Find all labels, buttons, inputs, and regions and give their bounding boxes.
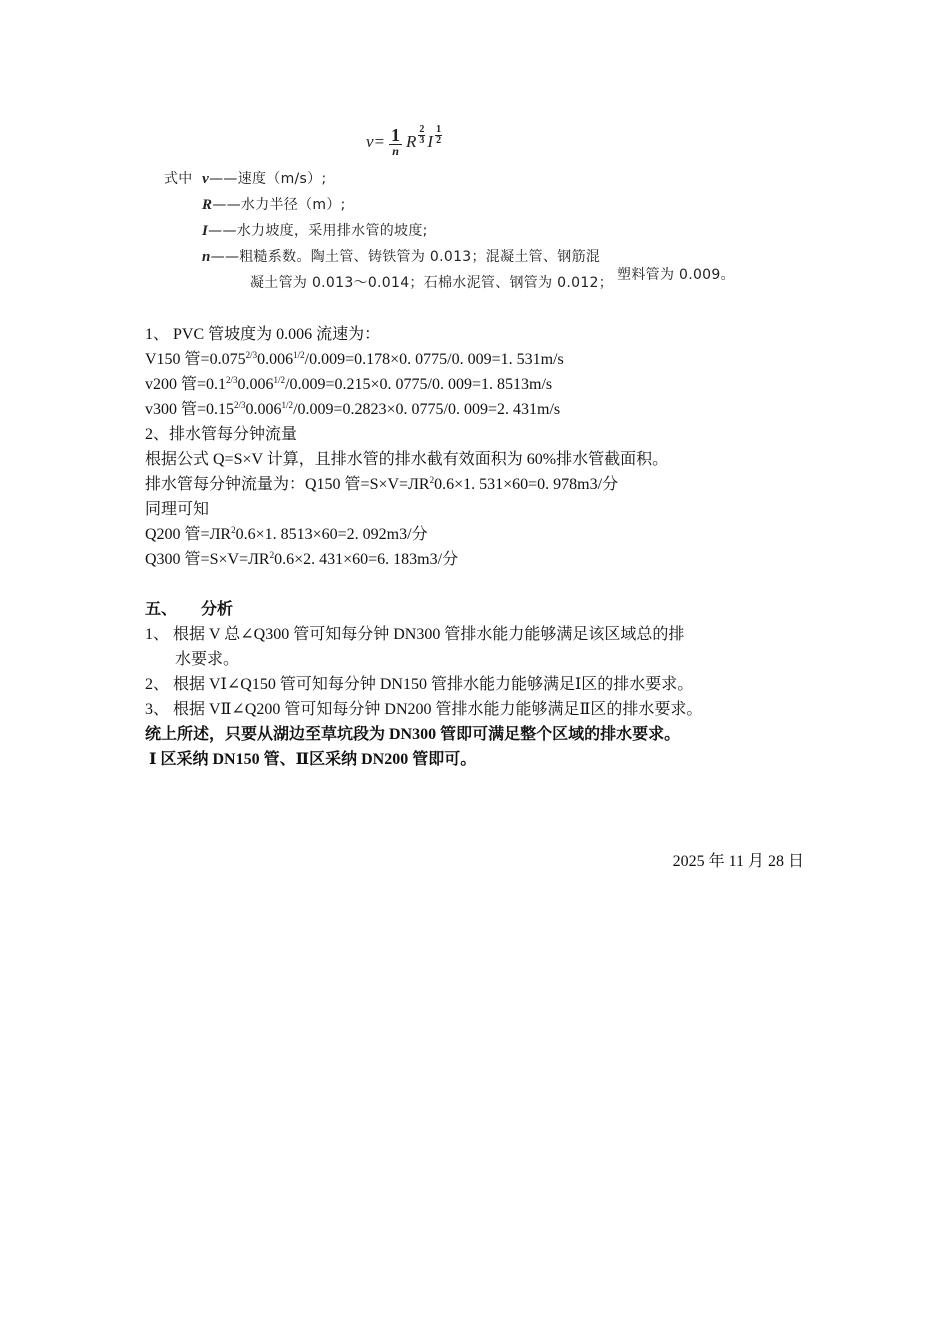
analysis-item-1-cont: 水要求。 xyxy=(175,651,240,668)
q300-part: 0.6×2. 431×60=6. 183m3/分 xyxy=(274,551,459,568)
fraction-denominator: n xyxy=(392,144,399,158)
analysis-item-2: 2、 根据 VⅠ∠Q150 管可知每分钟 DN150 管排水能力能够满足Ⅰ区的排水要求。 xyxy=(145,676,694,693)
def-text: ——粗糙系数。陶土管、铸铁管为 0.013；混凝土管、钢筋混 xyxy=(210,249,601,265)
v150-sup: 2/3 xyxy=(245,350,258,360)
conclusion-line-1: 统上所述，只要从湖边至草坑段为 DN300 管即可满足整个区域的排水要求。 xyxy=(145,726,681,743)
v200-line xyxy=(145,372,825,397)
q150-part: 排水管每分钟流量为：Q150 管=S×V=ЛR xyxy=(145,476,430,493)
q200-sup: 2 xyxy=(231,525,236,535)
v200-part: 0.006 xyxy=(237,376,274,393)
analysis-item-3: 3、 根据 VⅡ∠Q200 管可知每分钟 DN200 管排水能力能够满足Ⅱ区的排水要求。 xyxy=(145,701,703,718)
v200-part: v200 管=0.1 xyxy=(145,376,227,393)
i-exp-den: 2 xyxy=(436,135,442,146)
section1-heading: 1、 PVC 管坡度为 0.006 流速为： xyxy=(145,326,381,343)
formula-image xyxy=(160,118,790,300)
q200-part: Q200 管=ЛR xyxy=(145,526,232,543)
def-line-n-cont xyxy=(250,267,735,292)
v300-part: 0.006 xyxy=(245,401,282,418)
def-var: n xyxy=(202,249,211,265)
def-var: I xyxy=(202,223,209,239)
q150-part: 0.6×1. 531×60=0. 978m3/分 xyxy=(434,476,619,493)
section5-heading: 五、 分析 xyxy=(145,601,234,618)
i-exponent xyxy=(435,125,442,146)
v150-part: V150 管=0.075 xyxy=(145,351,246,368)
q150-line xyxy=(145,472,825,497)
def-text: ——水力坡度，采用排水管的坡度; xyxy=(208,223,428,239)
formula-r: R xyxy=(406,131,417,151)
manning-formula xyxy=(366,126,442,157)
def-cont-text: 凝土管为 0.013～0.014；石棉水泥管、钢管为 0.012； xyxy=(250,275,614,291)
def-text: ——水力半径（m）; xyxy=(212,197,346,213)
analysis-item-1: 1、 根据 V 总∠Q300 管可知每分钟 DN300 管排水能力能够满足该区域总的排 xyxy=(145,626,685,643)
v300-sup: 1/2 xyxy=(281,400,294,410)
r-exponent xyxy=(418,125,425,146)
q300-line xyxy=(145,547,825,572)
v150-line xyxy=(145,347,825,372)
v150-part: 0.006 xyxy=(257,351,294,368)
v150-part: /0.009=0.178×0. 0775/0. 009=1. 531m/s xyxy=(304,351,564,368)
spacer xyxy=(145,572,825,597)
q150-sup: 2 xyxy=(429,475,435,485)
def-var: v xyxy=(202,171,210,187)
where-prefix: 式中 xyxy=(164,171,193,187)
v150-sup: 1/2 xyxy=(293,350,305,360)
q300-part: Q300 管=S×V=ЛR xyxy=(145,551,270,568)
v300-sup: 2/3 xyxy=(234,400,246,410)
def-line-v xyxy=(164,168,326,188)
v300-part: v300 管=0.15 xyxy=(145,401,235,418)
q300-sup: 2 xyxy=(269,550,275,560)
def-line-r xyxy=(202,194,346,214)
def-text: ——速度（m/s）; xyxy=(209,171,327,187)
r-exp-den: 3 xyxy=(419,135,425,146)
fraction-numerator: 1 xyxy=(391,125,401,145)
v200-sup: 1/2 xyxy=(273,375,286,385)
i-exp-num: 1 xyxy=(436,124,442,135)
def-line-n xyxy=(202,246,600,266)
v200-sup: 2/3 xyxy=(226,375,238,385)
q200-part: 0.6×1. 8513×60=2. 092m3/分 xyxy=(235,526,428,543)
conclusion-line-2: Ⅰ 区采纳 DN150 管、Ⅱ区采纳 DN200 管即可。 xyxy=(145,751,477,768)
formula-i: I xyxy=(427,131,434,151)
r-exp-num: 2 xyxy=(419,124,425,135)
v300-part: /0.009=0.2823×0. 0775/0. 009=2. 431m/s xyxy=(293,401,561,418)
v300-line xyxy=(145,397,825,422)
section2-heading: 2、排水管每分钟流量 xyxy=(145,426,298,443)
document-date: 2025 年 11 月 28 日 xyxy=(672,853,804,870)
def-var: R xyxy=(202,197,213,213)
similar-line: 同理可知 xyxy=(145,501,210,518)
def-cont-text-2: 塑料管为 0.009。 xyxy=(617,267,735,283)
formula-lhs: v= xyxy=(366,131,386,151)
basis-line: 根据公式 Q=S×V 计算，且排水管的排水截有效面积为 60%排水管截面积。 xyxy=(145,451,669,468)
q200-line xyxy=(145,522,825,547)
body-text xyxy=(145,322,825,772)
def-line-i xyxy=(202,220,428,240)
formula-fraction xyxy=(389,126,402,157)
v200-part: /0.009=0.215×0. 0775/0. 009=1. 8513m/s xyxy=(285,376,553,393)
